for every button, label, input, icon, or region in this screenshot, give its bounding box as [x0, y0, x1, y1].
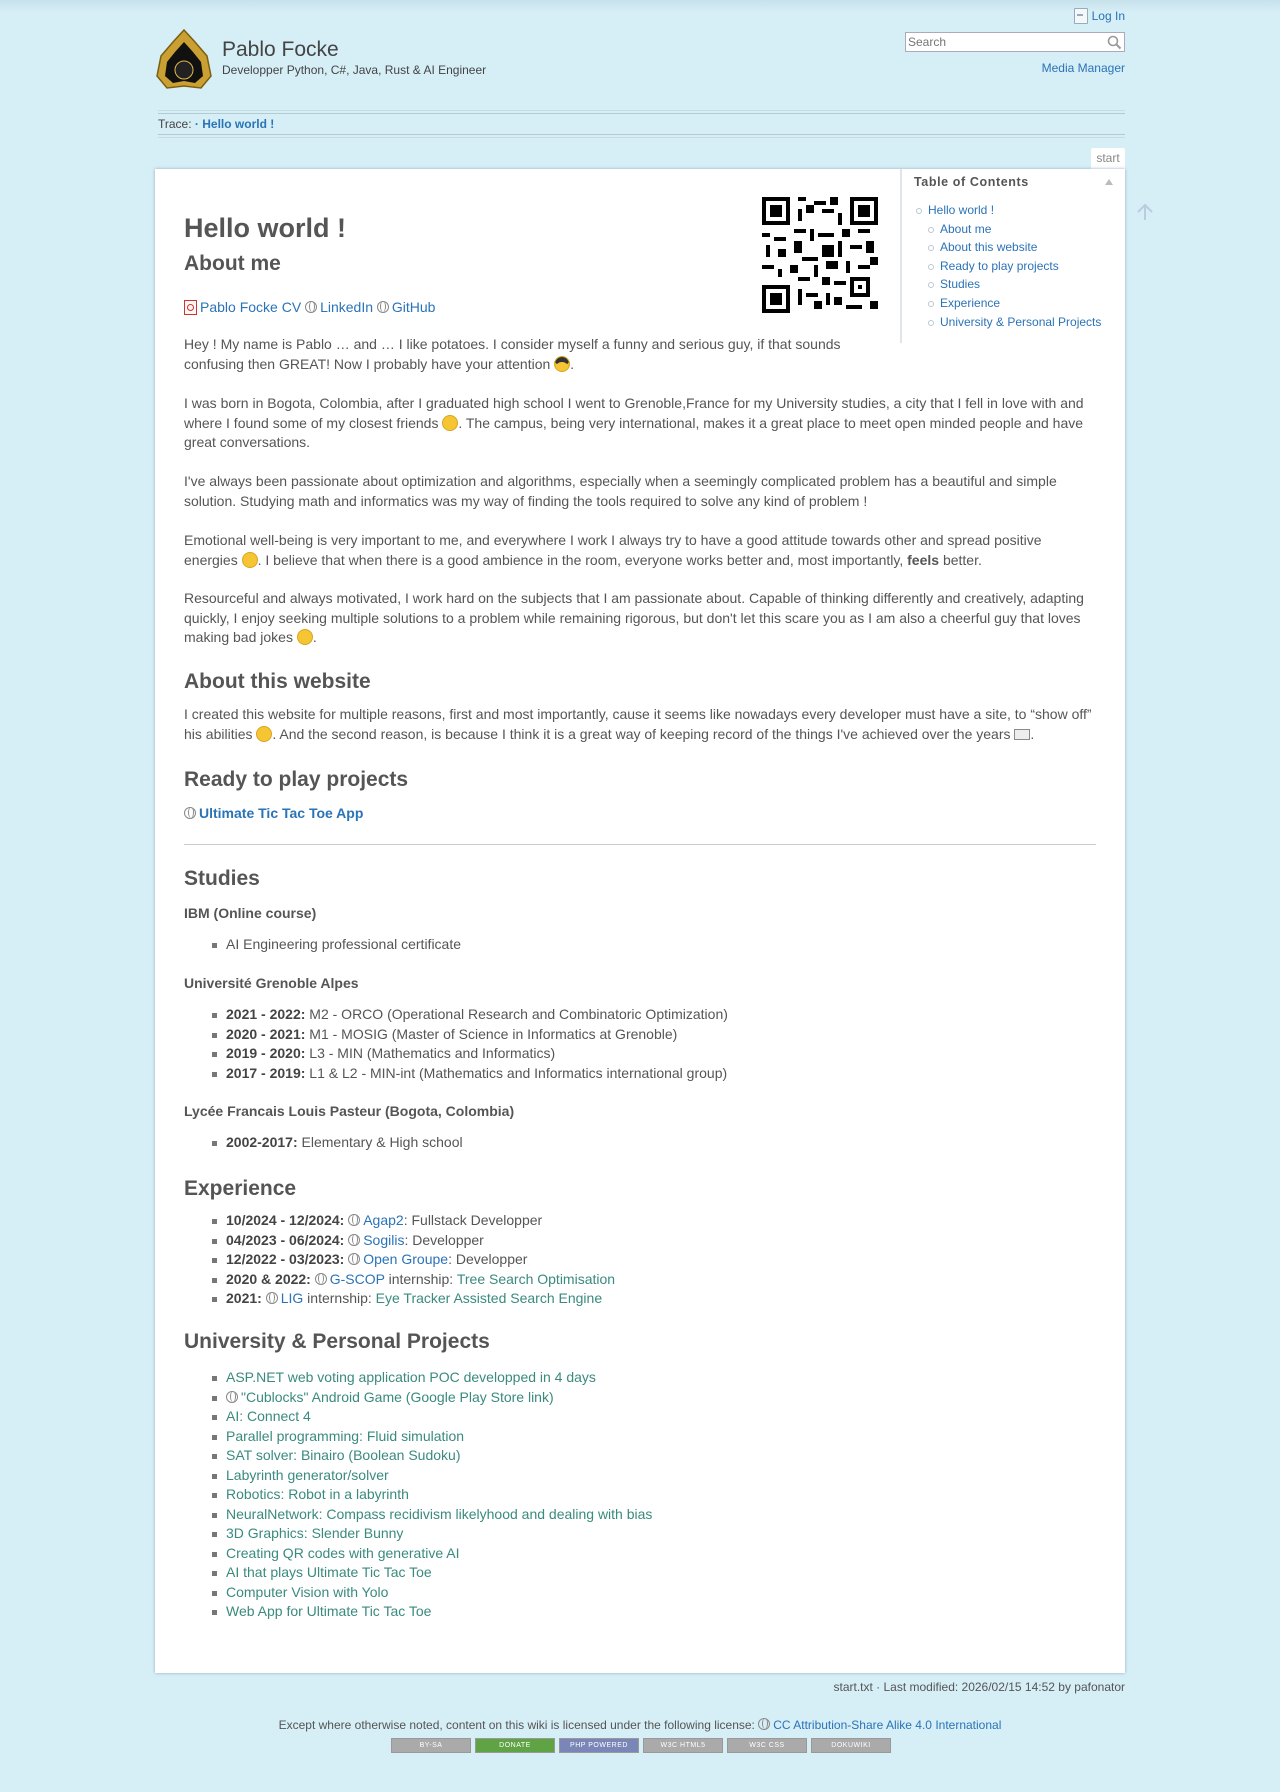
- globe-icon: [305, 301, 317, 313]
- login-label[interactable]: Log In: [1091, 9, 1125, 23]
- project-link[interactable]: SAT solver: Binairo (Boolean Sudoku): [226, 1447, 461, 1463]
- login-link[interactable]: [1074, 8, 1125, 24]
- heading-experience: Experience: [184, 1177, 297, 1200]
- list-item: 2002-2017: Elementary & High school: [184, 1133, 463, 1153]
- list-item: 2017 - 2019: L1 & L2 - MIN-int (Mathematics and Informatics international group): [184, 1064, 728, 1084]
- list-item: [184, 1544, 652, 1564]
- list-item: [184, 1388, 652, 1408]
- globe-icon: [184, 807, 196, 819]
- search-icon[interactable]: [1107, 35, 1122, 50]
- page-title: Hello world !: [184, 213, 346, 243]
- linkedin-link[interactable]: LinkedIn: [320, 299, 373, 315]
- project-link[interactable]: Computer Vision with Yolo: [226, 1583, 389, 1600]
- table-of-contents: [900, 169, 1125, 343]
- list-item: [184, 1427, 652, 1447]
- list-item: 10/2024 - 12/2024: Agap2: Fullstack Developper: [184, 1211, 615, 1231]
- css-badge[interactable]: W3C CSS: [727, 1738, 807, 1753]
- heading-about-website: About this website: [184, 670, 371, 693]
- studies-ibm-list: [184, 935, 461, 955]
- agap2-link[interactable]: Agap2: [363, 1212, 404, 1228]
- open-groupe-link[interactable]: Open Groupe: [363, 1251, 449, 1267]
- heading-projects: University & Personal Projects: [184, 1330, 490, 1353]
- grin-emoji-icon: [242, 552, 258, 568]
- breadcrumb-current[interactable]: Hello world !: [202, 117, 275, 131]
- ready-project-row: [184, 805, 363, 821]
- paragraph-wellbeing: Emotional well-being is very important to me, and everywhere I work I always try to have a good attitude towards other and spread positive energies . I believe that when there is a good ambience in the room, everyone works better and, most importantly, feels better.: [184, 532, 1042, 568]
- list-item: [184, 1407, 652, 1427]
- list-item: AI Engineering professional certificate: [184, 935, 461, 955]
- last-modified: start.txt · Last modified: 2026/02/15 14:52 by pafonator: [833, 1680, 1125, 1694]
- list-item: [184, 1602, 652, 1622]
- globe-icon: [226, 1391, 238, 1403]
- html5-badge[interactable]: W3C HTML5: [643, 1738, 723, 1753]
- globe-icon: [377, 301, 389, 313]
- back-to-top-icon[interactable]: [1135, 202, 1155, 222]
- experience-list: [184, 1211, 615, 1309]
- toc-item-experience[interactable]: Experience: [914, 294, 1113, 313]
- list-item: [184, 1485, 652, 1505]
- project-link[interactable]: Robotics: Robot in a labyrinth: [226, 1486, 409, 1502]
- toc-collapse-icon[interactable]: [1105, 179, 1113, 185]
- halo-emoji-icon: [297, 629, 313, 645]
- list-item: 2020 - 2021: M1 - MOSIG (Master of Science in Informatics at Grenoble): [184, 1025, 728, 1045]
- breadcrumb: [158, 113, 1125, 135]
- page-id-tab[interactable]: start: [1091, 148, 1125, 169]
- tongue-emoji-icon: [256, 726, 272, 742]
- sogilis-link[interactable]: Sogilis: [363, 1231, 405, 1248]
- list-item: [184, 1583, 652, 1603]
- toc-item-about-website[interactable]: About this website: [914, 238, 1113, 257]
- paragraph-intro: Hey ! My name is Pablo … and … I like potatoes. I consider myself a funny and serious guy, if that sounds confusing then GREAT! Now I probably have your attention .: [184, 336, 841, 372]
- site-logo[interactable]: [155, 28, 213, 92]
- license-notice: Except where otherwise noted, content on this wiki is licensed under the following license: CC Attribution-Share Alike 4.0 International: [278, 1718, 1002, 1732]
- paragraph-resourceful: Resourceful and always motivated, I work hard on the subjects that I am passionate about. Capable of thinking differently and creatively, adapting quickly, I enjoy seeking multiple solutions to a problem while remaining rigorous, but don't let this scare you as I am also a cheerful guy that loves making bad jokes .: [184, 590, 1084, 645]
- project-link[interactable]: Web App for Ultimate Tic Tac Toe: [226, 1603, 432, 1619]
- studies-ibm-title: IBM (Online course): [184, 905, 317, 921]
- list-item: [184, 1524, 652, 1544]
- heading-about-me: About me: [184, 252, 281, 275]
- heading-studies: Studies: [184, 867, 260, 890]
- globe-icon: [348, 1214, 360, 1226]
- toc-item-about-me[interactable]: About me: [914, 220, 1113, 239]
- breadcrumb-bullet: ·: [194, 117, 199, 131]
- qr-code-image: [762, 197, 878, 313]
- globe-icon: [315, 1273, 327, 1285]
- list-item: [184, 1505, 652, 1525]
- project-link[interactable]: AI: Connect 4: [226, 1408, 311, 1424]
- list-item: 2021 - 2022: M2 - ORCO (Operational Research and Combinatoric Optimization): [184, 1005, 728, 1025]
- project-link[interactable]: Creating QR codes with generative AI: [226, 1544, 460, 1561]
- dokuwiki-badge[interactable]: DOKUWIKI: [811, 1738, 891, 1753]
- list-item: [184, 1466, 652, 1486]
- project-link[interactable]: 3D Graphics: Slender Bunny: [226, 1525, 404, 1541]
- list-item: [184, 1563, 652, 1583]
- media-manager-link[interactable]: Media Manager: [1041, 61, 1125, 75]
- gscop-link[interactable]: G-SCOP: [329, 1270, 385, 1287]
- breadcrumb-label: Trace:: [158, 117, 192, 131]
- list-item: 2021: LIG internship: Eye Tracker Assisted Search Engine: [184, 1289, 615, 1309]
- sunglasses-emoji-icon: [554, 356, 570, 372]
- login-icon: [1074, 8, 1088, 24]
- list-item: 2020 & 2022: G-SCOP internship: Tree Search Optimisation: [184, 1270, 615, 1290]
- globe-icon: [348, 1253, 360, 1265]
- list-item: [184, 1446, 652, 1466]
- toc-item-studies[interactable]: Studies: [914, 275, 1113, 294]
- studies-uga-list: [184, 1005, 728, 1083]
- smiley-emoji-icon: [442, 415, 458, 431]
- footer-badges: [391, 1738, 891, 1753]
- lig-link[interactable]: LIG: [280, 1290, 304, 1306]
- list-item: 04/2023 - 06/2024: Sogilis: Developper: [184, 1231, 615, 1251]
- project-link[interactable]: "Cublocks" Android Game (Google Play Store link): [241, 1388, 554, 1405]
- toc-title[interactable]: Table of Contents: [914, 175, 1029, 189]
- heading-ready-to-play: Ready to play projects: [184, 768, 409, 791]
- list-item: 2019 - 2020: L3 - MIN (Mathematics and Informatics): [184, 1044, 728, 1064]
- search-box: [905, 32, 1125, 52]
- pdf-icon: [184, 300, 197, 315]
- toc-item-ready-to-play[interactable]: Ready to play projects: [914, 257, 1113, 276]
- paragraph-website: I created this website for multiple reasons, first and most importantly, cause it seems like nowadays every developer must have a site, to “show off” his abilities . And the second reason, is because I think it is a great way of keeping record of the things I've achieved over the years .: [184, 706, 1092, 742]
- project-link[interactable]: AI that plays Ultimate Tic Tac Toe: [226, 1564, 432, 1580]
- cc-badge[interactable]: BY-SA: [391, 1738, 471, 1753]
- site-title[interactable]: Pablo Focke: [222, 38, 339, 61]
- toc-item-hello-world[interactable]: Hello world !: [914, 201, 1113, 220]
- book-emoji-icon: [1014, 729, 1030, 740]
- tree-search-link[interactable]: Tree Search Optimisation: [456, 1270, 616, 1287]
- globe-icon: [266, 1292, 278, 1304]
- projects-list: [184, 1368, 652, 1622]
- donate-badge[interactable]: DONATE: [475, 1738, 555, 1753]
- project-link[interactable]: NeuralNetwork: Compass recidivism likelyhood and dealing with bias: [226, 1505, 653, 1522]
- cv-link[interactable]: Pablo Focke CV: [200, 299, 302, 315]
- paragraph-passion: I've always been passionate about optimization and algorithms, especially when a seemingly complicated problem has a beautiful and simple solution. Studying math and informatics was my way of finding the tools required to solve any kind of problem !: [184, 473, 1057, 509]
- studies-lycee-title: Lycée Francais Louis Pasteur (Bogota, Colombia): [184, 1103, 515, 1119]
- list-item: 12/2022 - 03/2023: Open Groupe: Developper: [184, 1250, 615, 1270]
- php-badge[interactable]: PHP POWERED: [559, 1738, 639, 1753]
- paragraph-born: I was born in Bogota, Colombia, after I graduated high school I went to Grenoble,France for my University studies, a city that I fell in love with and where I found some of my closest friends . The campus, being very international, makes it a great place to meet open minded people and have great conversations.: [184, 395, 1084, 450]
- studies-uga-title: Université Grenoble Alpes: [184, 975, 359, 991]
- github-link[interactable]: GitHub: [391, 299, 436, 315]
- license-link[interactable]: CC Attribution-Share Alike 4.0 International: [773, 1718, 1002, 1732]
- search-input[interactable]: [906, 33, 1100, 51]
- project-link[interactable]: Parallel programming: Fluid simulation: [226, 1427, 465, 1444]
- list-item: [184, 1368, 652, 1388]
- profile-links: [184, 299, 435, 315]
- globe-icon: [348, 1234, 360, 1246]
- toc-item-projects[interactable]: University & Personal Projects: [914, 313, 1113, 332]
- globe-icon: [758, 1718, 770, 1730]
- ultimate-ttt-app-link[interactable]: Ultimate Tic Tac Toe App: [199, 805, 364, 821]
- project-link[interactable]: Labyrinth generator/solver: [226, 1466, 389, 1483]
- site-tagline: Developper Python, C#, Java, Rust & AI Engineer: [222, 63, 487, 77]
- project-link[interactable]: ASP.NET web voting application POC developped in 4 days: [226, 1369, 596, 1385]
- page-content: [155, 169, 1125, 1673]
- studies-lycee-list: [184, 1133, 463, 1153]
- eye-tracker-link[interactable]: Eye Tracker Assisted Search Engine: [375, 1290, 603, 1306]
